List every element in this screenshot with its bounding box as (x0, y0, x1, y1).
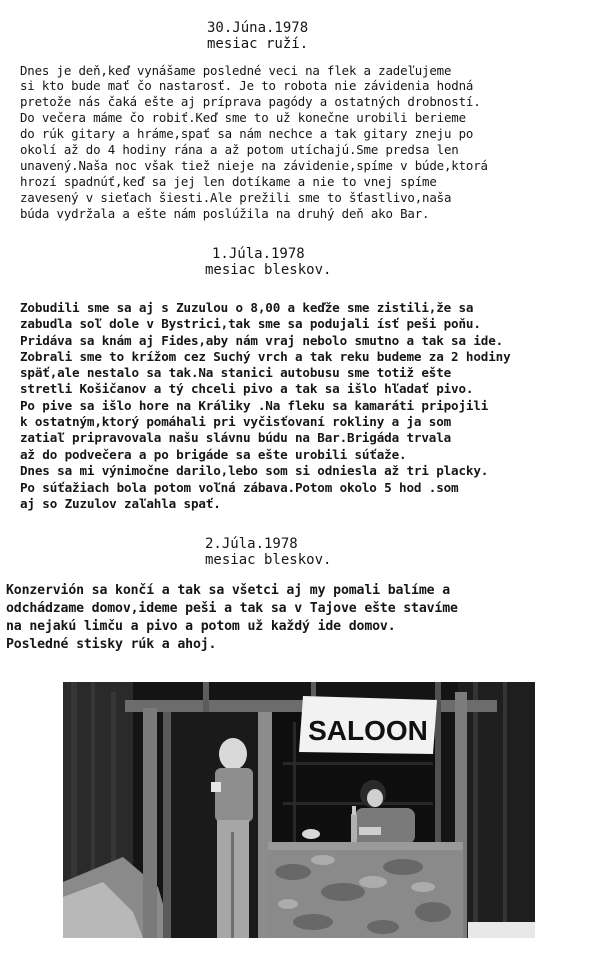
text-line: Po pive sa išlo hore na Králiky .Na fleku sa kamaráti pripojili (20, 398, 489, 413)
entry-date: 1.Júla.1978 (212, 246, 305, 262)
bowl (302, 829, 320, 839)
text-line: stretli Košičanov a tý chceli pivo a tak sa išlo hľadať pivo. (20, 381, 474, 396)
text-line: Konzervión sa končí a tak sa všetci aj my pomali balíme a (6, 583, 451, 598)
text-line: Zobrali sme to krížom cez Suchý vrch a tak reku budeme za 2 hodiny (20, 349, 511, 364)
text-line: zabudla soľ dole v Bystrici,tak sme sa podujali ísť peši poňu. (20, 316, 481, 331)
text-line: búda vydržala a ešte nám poslúžila na druhý deň ako Bar. (20, 206, 430, 221)
text-line: do rúk gitary a hráme,spať sa nám nechce a tak gitary zneju po (20, 126, 474, 141)
text-line: Zobudili sme sa aj s Zuzulou o 8,00 a keďže sme zistili,že sa (20, 300, 474, 315)
text-line: Dnes je deň,keď vynášame posledné veci na flek a zadeľujeme (20, 63, 452, 78)
entry-month: mesiac ruží. (207, 36, 309, 52)
text-line: okolí až do 4 hodiny rána a až potom utíchajú.Sme predsa len (20, 142, 459, 157)
saloon-photo (63, 682, 535, 938)
text-line: odchádzame domov,ideme peši a tak sa v Tajove ešte stavíme (6, 601, 458, 616)
saloon-photo-drawing (63, 682, 535, 938)
text-line: Do večera máme čo robiť.Keď sme to už konečne urobili berieme (20, 110, 466, 125)
text-line: pretože nás čaká ešte aj príprava pagódy a ostatných drobností. (20, 94, 481, 109)
text-line: Dnes sa mi výnimočne darilo,lebo som si odniesla až tri placky. (20, 463, 489, 478)
text-line: Po súťažiach bola potom voľná zábava.Potom okolo 5 hod .som (20, 480, 459, 495)
saloon-sign (299, 696, 437, 754)
text-line: až do podvečera a po brigáde sa ešte urobili súťaže. (20, 447, 407, 462)
text-line: Posledné stisky rúk a ahoj. (6, 637, 217, 652)
hut-post (143, 708, 157, 938)
text-line: k ostatným,ktorý pomáhali pri vyčisťovaní rokliny a ja som (20, 414, 452, 429)
bottle (351, 814, 357, 842)
entry-date: 2.Júla.1978 (205, 536, 298, 552)
text-line: zavesený v sieťach šiesti.Ale prežili sme to šťastlivo,naša (20, 190, 452, 205)
text-line: zatiaľ pripravovala našu slávnu búdu na Bar.Brigáda trvala (20, 430, 452, 445)
entry-date: 30.Júna.1978 (207, 20, 309, 36)
text-line: Pridáva sa knám aj Fides,aby nám vraj nebolo smutno a tak sa ide. (20, 333, 504, 348)
text-line: si kto bude mať čo nastarosť. Je to robota nie závidenia hodná (20, 78, 474, 93)
text-line: aj so Zuzulov zaľahla spať. (20, 496, 221, 511)
text-line: unavený.Naša noc však tiež nieje na závidenie,spíme v búde,ktorá (20, 158, 488, 173)
text-line: hrozí spadnúť,keď sa jej len dotíkame a nie to vnej spíme (20, 174, 437, 189)
entry-month: mesiac bleskov. (205, 262, 332, 278)
entry-month: mesiac bleskov. (205, 552, 332, 568)
sign-text: SALOON (308, 715, 428, 746)
text-line: späť,ale nestalo sa tak.Na stanici autobusu sme totiž ešte (20, 365, 452, 380)
text-line: na nejakú limču a pivo a potom už každý ide domov. (6, 619, 396, 634)
